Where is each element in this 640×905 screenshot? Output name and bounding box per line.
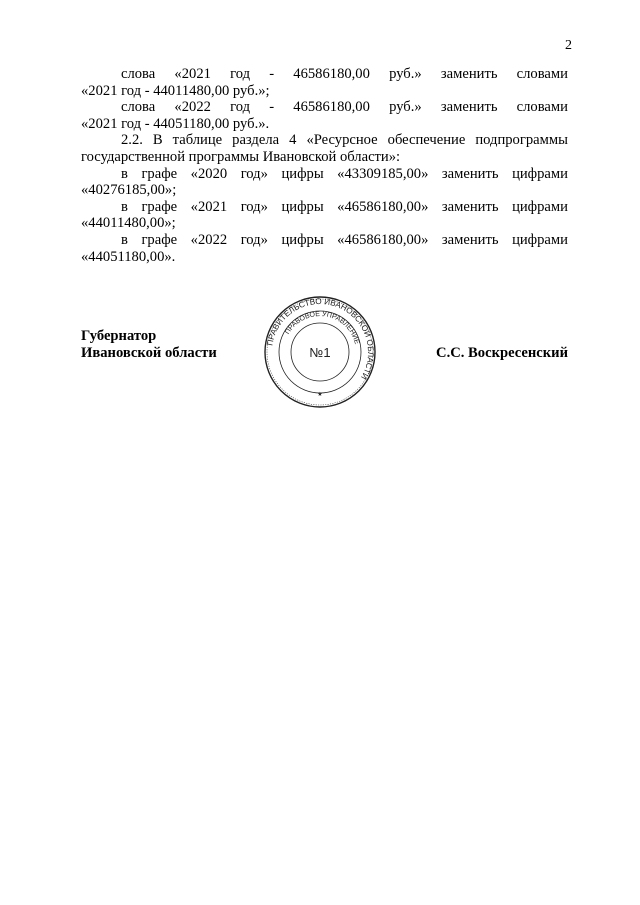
- official-seal: [264, 296, 376, 408]
- text-word: «46586180,00»: [337, 198, 429, 215]
- text-word: -: [269, 99, 275, 116]
- text-word: руб.»: [389, 99, 422, 116]
- text-line: [81, 182, 568, 199]
- text-word: цифры: [281, 198, 324, 215]
- text-line: [81, 116, 568, 133]
- text-word: цифрами: [512, 198, 568, 215]
- text-word: 2.2.: [121, 132, 143, 149]
- text-word: год»: [240, 165, 268, 182]
- signer-name: С.С. Воскресенский: [436, 344, 568, 361]
- text-line: [81, 166, 568, 183]
- text-word: «2022: [174, 99, 211, 116]
- text-word: слова: [121, 66, 156, 82]
- text-word: 46586180,00: [293, 66, 370, 82]
- text-word: год: [230, 99, 251, 116]
- text-word: цифры: [281, 165, 324, 182]
- text-word: «43309185,00»: [337, 165, 429, 182]
- document-body: [81, 66, 568, 265]
- text-word: подпрограммы: [475, 132, 568, 149]
- text-word: словами: [516, 66, 568, 82]
- text-word: раздела: [232, 132, 280, 149]
- text-word: в: [121, 198, 128, 215]
- text-line: [81, 215, 568, 232]
- text-word: цифрами: [512, 165, 568, 182]
- text-word: год: [230, 66, 251, 82]
- text-word: «2020: [190, 165, 228, 182]
- text-word: цифрами: [512, 231, 568, 248]
- text-word: словами: [516, 99, 568, 116]
- text-line: [81, 66, 568, 83]
- text-line: [81, 99, 568, 116]
- text-line: [81, 232, 568, 249]
- text-word: в: [121, 231, 128, 248]
- signer-title: [81, 328, 217, 361]
- seal-number: №1: [309, 345, 331, 360]
- text-word: «2021: [174, 66, 211, 82]
- text-word: слова: [121, 99, 156, 116]
- text-word: в: [121, 165, 128, 182]
- text-word: цифры: [281, 231, 324, 248]
- text-word: заменить: [440, 99, 498, 116]
- text-word: «2022: [190, 231, 228, 248]
- text-word: «2021 год - 44011480,00 руб.»;: [81, 82, 270, 99]
- text-word: руб.»: [389, 66, 422, 82]
- text-word: «44011480,00»;: [81, 215, 176, 232]
- text-word: «40276185,00»;: [81, 182, 177, 199]
- signer-title-line-1: Губернатор: [81, 328, 157, 344]
- text-line: [81, 83, 568, 100]
- text-word: графе: [141, 231, 178, 248]
- text-word: «Ресурсное: [306, 132, 378, 149]
- text-word: графе: [141, 198, 178, 215]
- text-line: [81, 249, 568, 266]
- text-word: 46586180,00: [293, 99, 370, 116]
- text-word: «44051180,00».: [81, 248, 176, 265]
- text-word: В: [152, 132, 163, 149]
- text-word: графе: [141, 165, 178, 182]
- text-word: заменить: [441, 231, 499, 248]
- text-line: [81, 199, 568, 216]
- seal-outer-text: ПРАВИТЕЛЬСТВО ИВАНОВСКОЙ ОБЛАСТИ: [265, 296, 376, 381]
- text-word: заменить: [441, 165, 499, 182]
- text-word: -: [269, 66, 275, 82]
- page-number: 2: [565, 38, 572, 53]
- seal-inner-text: ПРАВОВОЕ УПРАВЛЕНИЕ: [284, 310, 361, 346]
- text-word: «2021 год - 44051180,00 руб.».: [81, 115, 270, 132]
- seal-star-icon: ★: [317, 392, 323, 398]
- text-word: заменить: [440, 66, 498, 82]
- signer-title-line-2: Ивановской области: [81, 344, 217, 361]
- text-word: таблице: [172, 132, 223, 149]
- text-word: «2021: [190, 198, 228, 215]
- text-word: государственной программы Ивановской области»:: [81, 148, 401, 165]
- text-line: [81, 132, 568, 149]
- text-word: год»: [240, 231, 268, 248]
- text-word: обеспечение: [387, 132, 466, 149]
- text-word: «46586180,00»: [337, 231, 429, 248]
- text-line: [81, 149, 568, 166]
- text-word: заменить: [441, 198, 499, 215]
- text-word: год»: [240, 198, 268, 215]
- text-word: 4: [289, 132, 297, 149]
